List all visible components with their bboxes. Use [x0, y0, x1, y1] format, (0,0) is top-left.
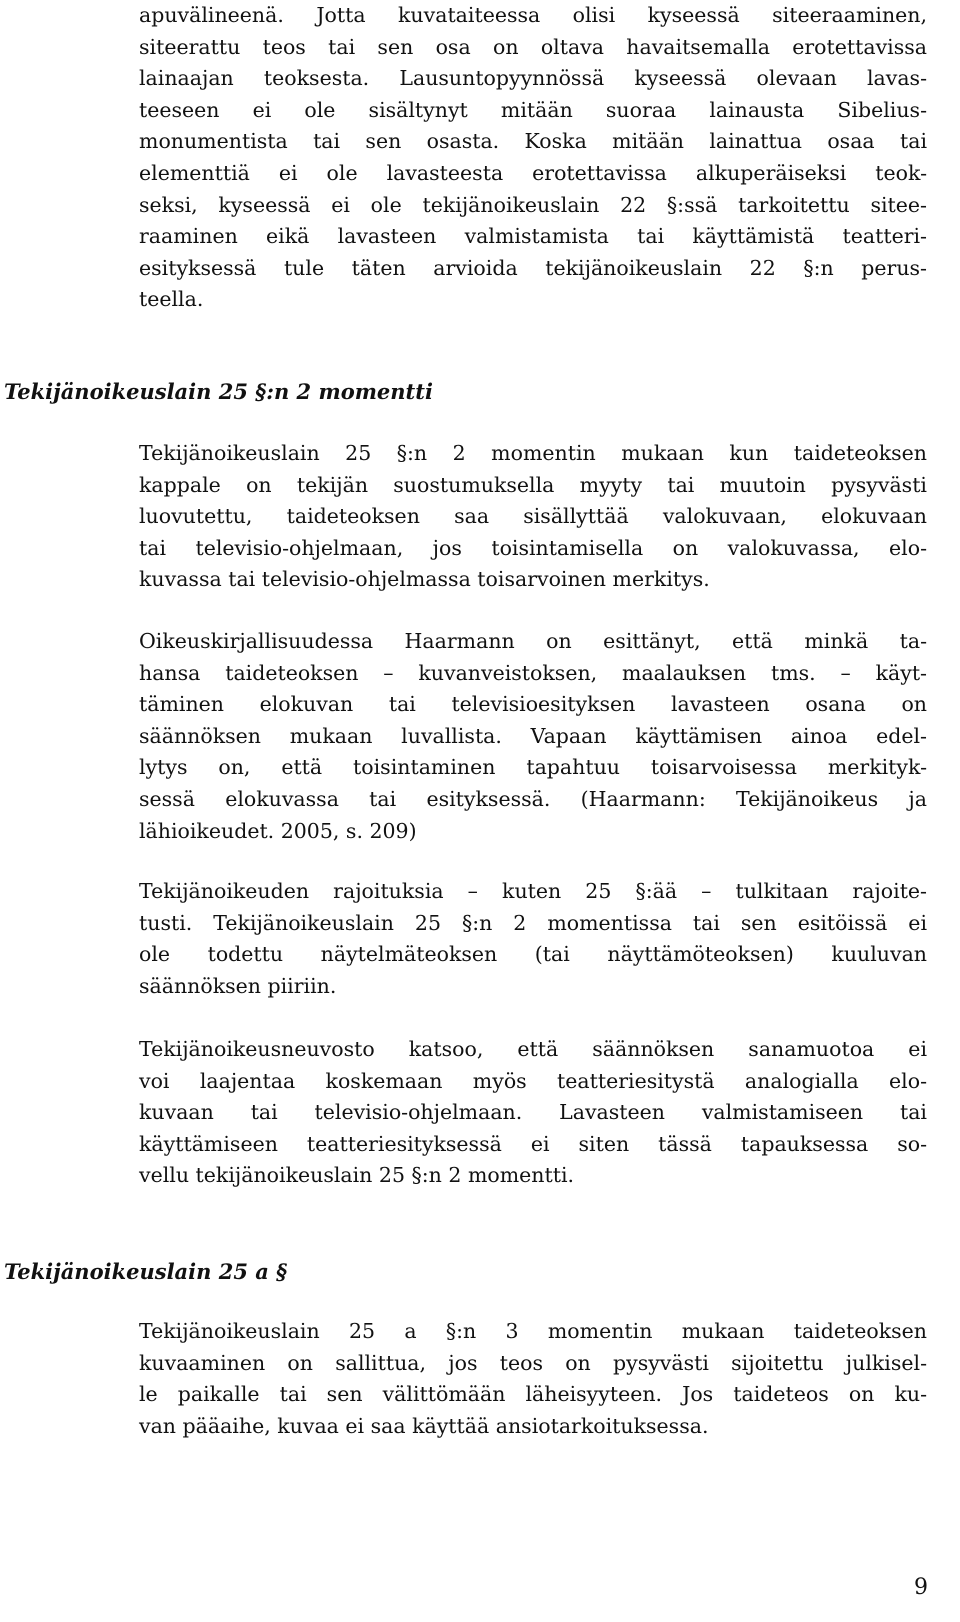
section-1-paragraph-3 [139, 876, 927, 1002]
text-line: Tekijänoikeuslain 25 §:n 2 momentin mukaan kun taideteoksen [139, 441, 927, 465]
section-1-paragraph-2 [139, 626, 927, 847]
text-line: käyttämiseen teatteriesityksessä ei siten tässä tapauksessa so- [139, 1131, 927, 1156]
text-line: vellu tekijänoikeuslain 25 §:n 2 momentti. [139, 1163, 575, 1188]
text-line: seksi, kyseessä ei ole tekijänoikeuslain 22 §:ssä tarkoitettu sitee- [139, 192, 927, 217]
text-line: säännöksen mukaan luvallista. Vapaan käyttämisen ainoa edel- [139, 723, 927, 748]
text-line: siteerattu teos tai sen osa on oltava havaitsemalla erotettavissa [139, 34, 927, 59]
text-line: sessä elokuvassa tai esityksessä. (Haarmann: Tekijänoikeus ja [139, 786, 927, 811]
text-line: teella. [139, 287, 204, 312]
page-number: 9 [914, 1575, 928, 1600]
text-line: kuvassa tai televisio-ohjelmassa toisarvoinen merkitys. [139, 567, 710, 592]
text-line: van pääaihe, kuvaa ei saa käyttää ansiotarkoituksessa. [139, 1413, 709, 1438]
text-line: kuvaaminen on sallittua, jos teos on pysyvästi sijoitettu julkisel- [139, 1350, 927, 1375]
text-line: hansa taideteoksen – kuvanveistoksen, maalauksen tms. – käyt- [139, 660, 927, 685]
text-line: apuvälineenä. Jotta kuvataiteessa olisi kyseessä siteeraaminen, [139, 3, 927, 27]
section-1-paragraph-1 [139, 438, 927, 596]
text-line: ole todettu näytelmäteoksen (tai näyttämöteoksen) kuuluvan [139, 942, 927, 967]
text-line: voi laajentaa koskemaan myös teatteriesitystä analogialla elo- [139, 1068, 927, 1093]
text-line: monumentista tai sen osasta. Koska mitään lainattua osaa tai [139, 129, 927, 154]
section-heading-25a: Tekijänoikeuslain 25 a § [4, 1259, 288, 1284]
text-line: Oikeuskirjallisuudessa Haarmann on esittänyt, että minkä ta- [139, 629, 927, 653]
text-line: Tekijänoikeuden rajoituksia – kuten 25 §:ää – tulkitaan rajoite- [139, 879, 927, 903]
text-line: tai televisio-ohjelmaan, jos toisintamisella on valokuvassa, elo- [139, 535, 927, 560]
text-line: lainaajan teoksesta. Lausuntopyynnössä kyseessä olevaan lavas- [139, 66, 927, 91]
text-line: kappale on tekijän suostumuksella myyty tai muutoin pysyvästi [139, 472, 927, 497]
section-2-paragraph-1 [139, 1316, 927, 1442]
text-line: kuvaan tai televisio-ohjelmaan. Lavasteen valmistamiseen tai [139, 1100, 927, 1125]
section-1-paragraph-4 [139, 1034, 927, 1192]
text-line: esityksessä tule täten arvioida tekijänoikeuslain 22 §:n perus- [139, 255, 927, 280]
text-line: luovutettu, taideteoksen saa sisällyttää valokuvaan, elokuvaan [139, 504, 927, 529]
intro-paragraph [139, 0, 927, 316]
text-line: le paikalle tai sen välittömään läheisyyteen. Jos taideteos on ku- [139, 1382, 927, 1407]
text-line: Tekijänoikeuslain 25 a §:n 3 momentin mukaan taideteoksen [139, 1319, 927, 1343]
section-heading-25-2: Tekijänoikeuslain 25 §:n 2 momentti [4, 379, 433, 404]
text-line: tusti. Tekijänoikeuslain 25 §:n 2 momentissa tai sen esitöissä ei [139, 910, 927, 935]
text-line: teeseen ei ole sisältynyt mitään suoraa lainausta Sibelius- [139, 97, 927, 122]
text-line: elementtiä ei ole lavasteesta erotettavissa alkuperäiseksi teok- [139, 160, 927, 185]
text-line: täminen elokuvan tai televisioesityksen lavasteen osana on [139, 692, 927, 717]
text-line: lytys on, että toisintaminen tapahtuu toisarvoisessa merkityk- [139, 755, 927, 780]
text-line: Tekijänoikeusneuvosto katsoo, että säännöksen sanamuotoa ei [139, 1037, 927, 1061]
text-line: raaminen eikä lavasteen valmistamista tai käyttämistä teatteri- [139, 224, 927, 249]
text-line: säännöksen piiriin. [139, 973, 337, 998]
text-line: lähioikeudet. 2005, s. 209) [139, 818, 417, 843]
